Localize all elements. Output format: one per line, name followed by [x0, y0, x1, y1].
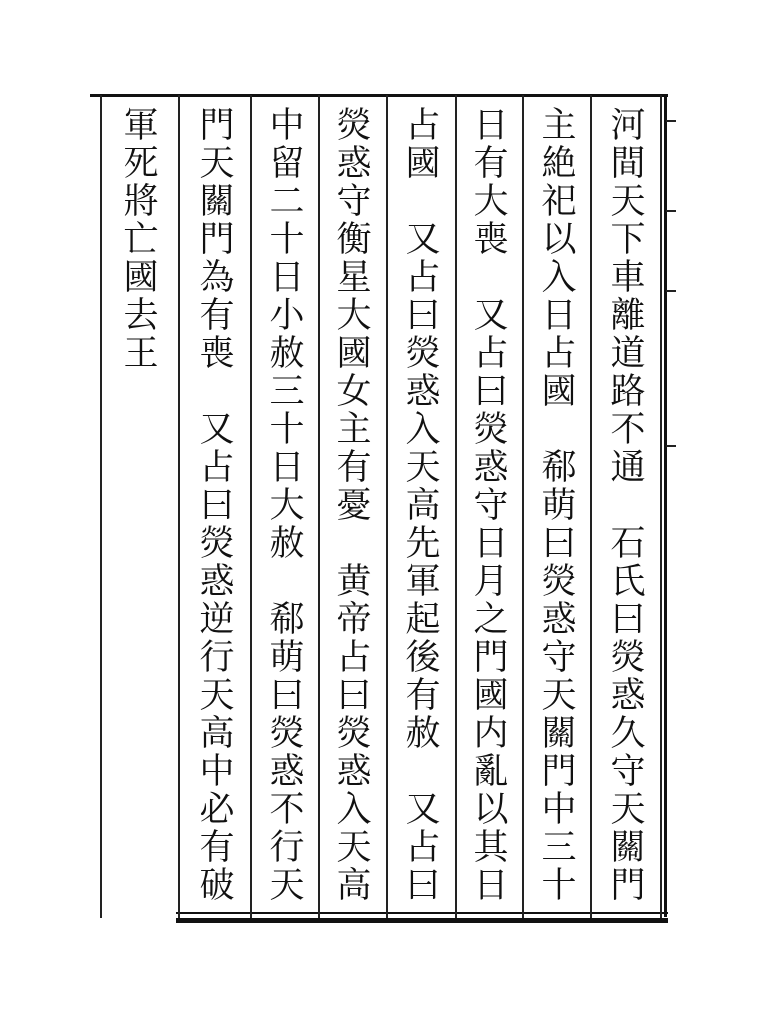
page-edge-mark — [666, 210, 676, 212]
page-edge-mark — [666, 290, 676, 292]
column-rule — [455, 95, 457, 918]
top-border — [90, 94, 668, 97]
text-column-5: 熒惑守衡星大國女主有憂 黄帝占曰熒惑入天高 — [331, 106, 371, 904]
text-column-3: 日有大喪 又占曰熒惑守日月之門國内亂以其日 — [468, 106, 508, 904]
bottom-border — [176, 918, 668, 923]
text-column-8: 軍死將亡國去王 — [118, 106, 158, 372]
text-column-1: 河間天下車離道路不通 石氏曰熒惑久守天關門 — [605, 106, 645, 904]
column-rule — [386, 95, 388, 918]
right-border — [660, 95, 662, 918]
text-column-2: 主絶祀以入日占國 郗萌曰熒惑守天關門中三十 — [536, 106, 576, 904]
text-column-4: 占國 又占曰熒惑入天高先軍起後有赦 又占曰 — [400, 106, 440, 904]
text-column-7: 門天關門為有喪 又占曰熒惑逆行天高中必有破 — [194, 106, 234, 904]
column-rule — [178, 95, 180, 918]
page-edge-mark — [666, 445, 676, 447]
column-rule — [318, 95, 320, 918]
column-rule — [590, 95, 592, 918]
column-rule — [522, 95, 524, 918]
left-border — [100, 95, 102, 918]
column-rule — [250, 95, 252, 918]
page-edge-fragment — [664, 97, 681, 917]
text-column-6: 中留二十日小赦三十日大赦 郗萌曰熒惑不行天 — [264, 106, 304, 904]
page-edge-mark — [666, 120, 676, 122]
